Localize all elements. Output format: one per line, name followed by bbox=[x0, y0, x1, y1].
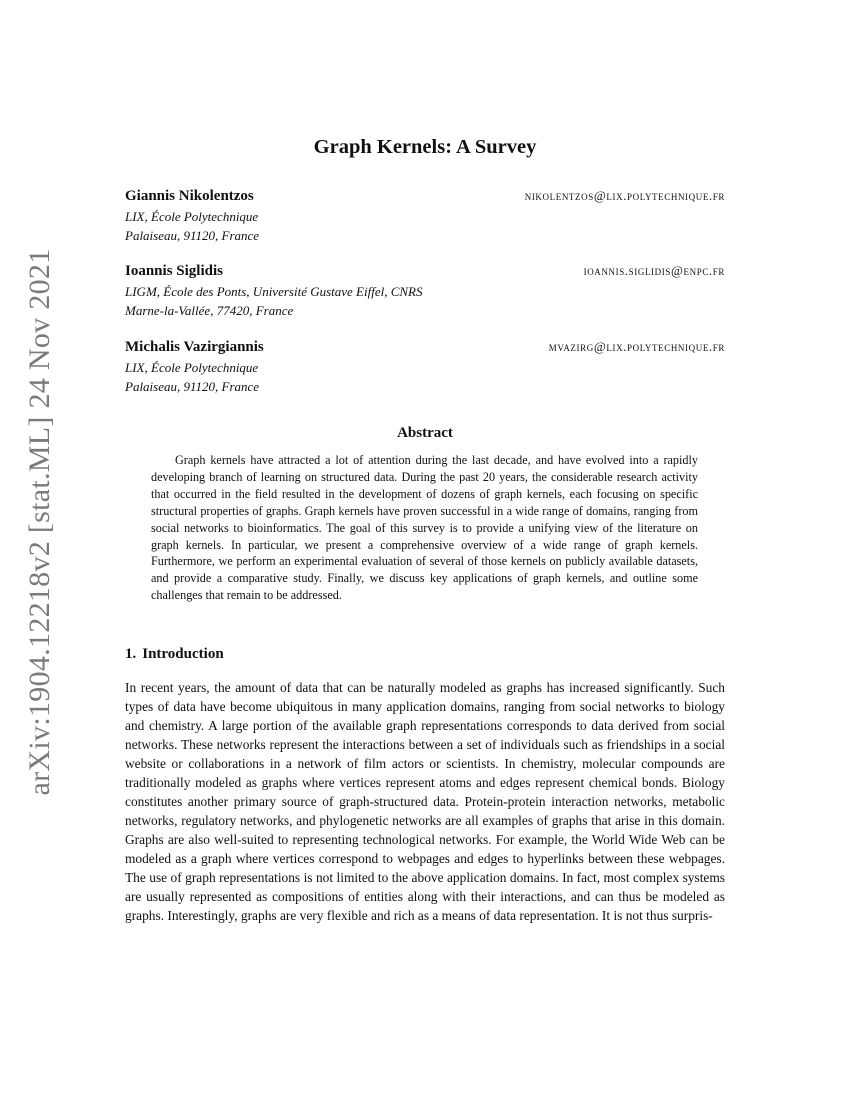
author-block bbox=[125, 263, 725, 320]
author-address: Palaiseau, 91120, France bbox=[125, 228, 260, 243]
author-address: Marne-la-Vallée, 77420, France bbox=[125, 303, 294, 318]
abstract-text: Graph kernels have attracted a lot of attention during the last decade, and have evolved into a rapidly developing branch of learning on structured data. During the past 20 years, the considerable research activity that occurred in the field resulted in the development of dozens of graph kernels, each focusing on specific structural properties of graphs. Graph kernels have proven successful in a wide range of domains, ranging from social networks to bioinformatics. The goal of this survey is to provide a unifying view of the literature on graph kernels. In particular, we present a comprehensive overview of a wide range of graph kernels. Furthermore, we perform an experimental evaluation of several of those kernels on publicly available datasets, and provide a comparative study. Finally, we discuss key applications of graph kernels, and outline some challenges that remain to be addressed. bbox=[151, 453, 698, 603]
author-email[interactable]: nikolentzos@lix.polytechnique.fr bbox=[524, 188, 725, 203]
author-email[interactable]: mvazirg@lix.polytechnique.fr bbox=[548, 339, 725, 354]
paper-title: Graph Kernels: A Survey bbox=[313, 136, 537, 158]
author-block bbox=[125, 339, 725, 396]
author-affiliation: LIGM, École des Ponts, Université Gustave Eiffel, CNRS bbox=[125, 284, 423, 299]
author-email[interactable]: ioannis.siglidis@enpc.fr bbox=[583, 263, 725, 278]
author-address: Palaiseau, 91120, France bbox=[125, 379, 260, 394]
section-title: Introduction bbox=[142, 646, 224, 662]
author-name: Giannis Nikolentzos bbox=[125, 188, 254, 204]
author-name: Michalis Vazirgiannis bbox=[125, 339, 264, 355]
author-name: Ioannis Siglidis bbox=[125, 263, 223, 279]
abstract-heading: Abstract bbox=[397, 425, 453, 441]
author-affiliation: LIX, École Polytechnique bbox=[125, 209, 259, 224]
introduction-text: In recent years, the amount of data that can be naturally modeled as graphs has increased significantly. Such types of data have become ubiquitous in many application domains, ranging from social networks to biology and chemistry. A large portion of the available graph representations corresponds to data derived from social networks. These networks represent the interactions between a set of individuals such as friendships in a social website or collaborations in a network of film actors or scientists. In chemistry, molecular compounds are traditionally modeled as graphs where vertices represent atoms and edges represent chemical bonds. Biology constitutes another primary source of graph-structured data. Protein-protein interaction networks, metabolic networks, regulatory networks, and phylogenetic networks are all examples of graphs that arise in this domain. Graphs are also well-suited to representing technological networks. For example, the World Wide Web can be modeled as a graph where vertices correspond to webpages and edges to hyperlinks between these webpages. The use of graph representations is not limited to the above application domains. In fact, most complex systems are usually represented as compositions of entities along with their interactions, and can thus be modeled as graphs. Interestingly, graphs are very flexible and rich as a means of data representation. It is not thus surpris- bbox=[125, 680, 725, 923]
author-affiliation: LIX, École Polytechnique bbox=[125, 360, 259, 375]
section-heading bbox=[125, 646, 230, 663]
arxiv-identifier-stamp: arXiv:1904.12218v2 [stat.ML] 24 Nov 2021 bbox=[23, 248, 56, 796]
author-block bbox=[125, 188, 725, 245]
section-number: 1. bbox=[125, 646, 137, 662]
